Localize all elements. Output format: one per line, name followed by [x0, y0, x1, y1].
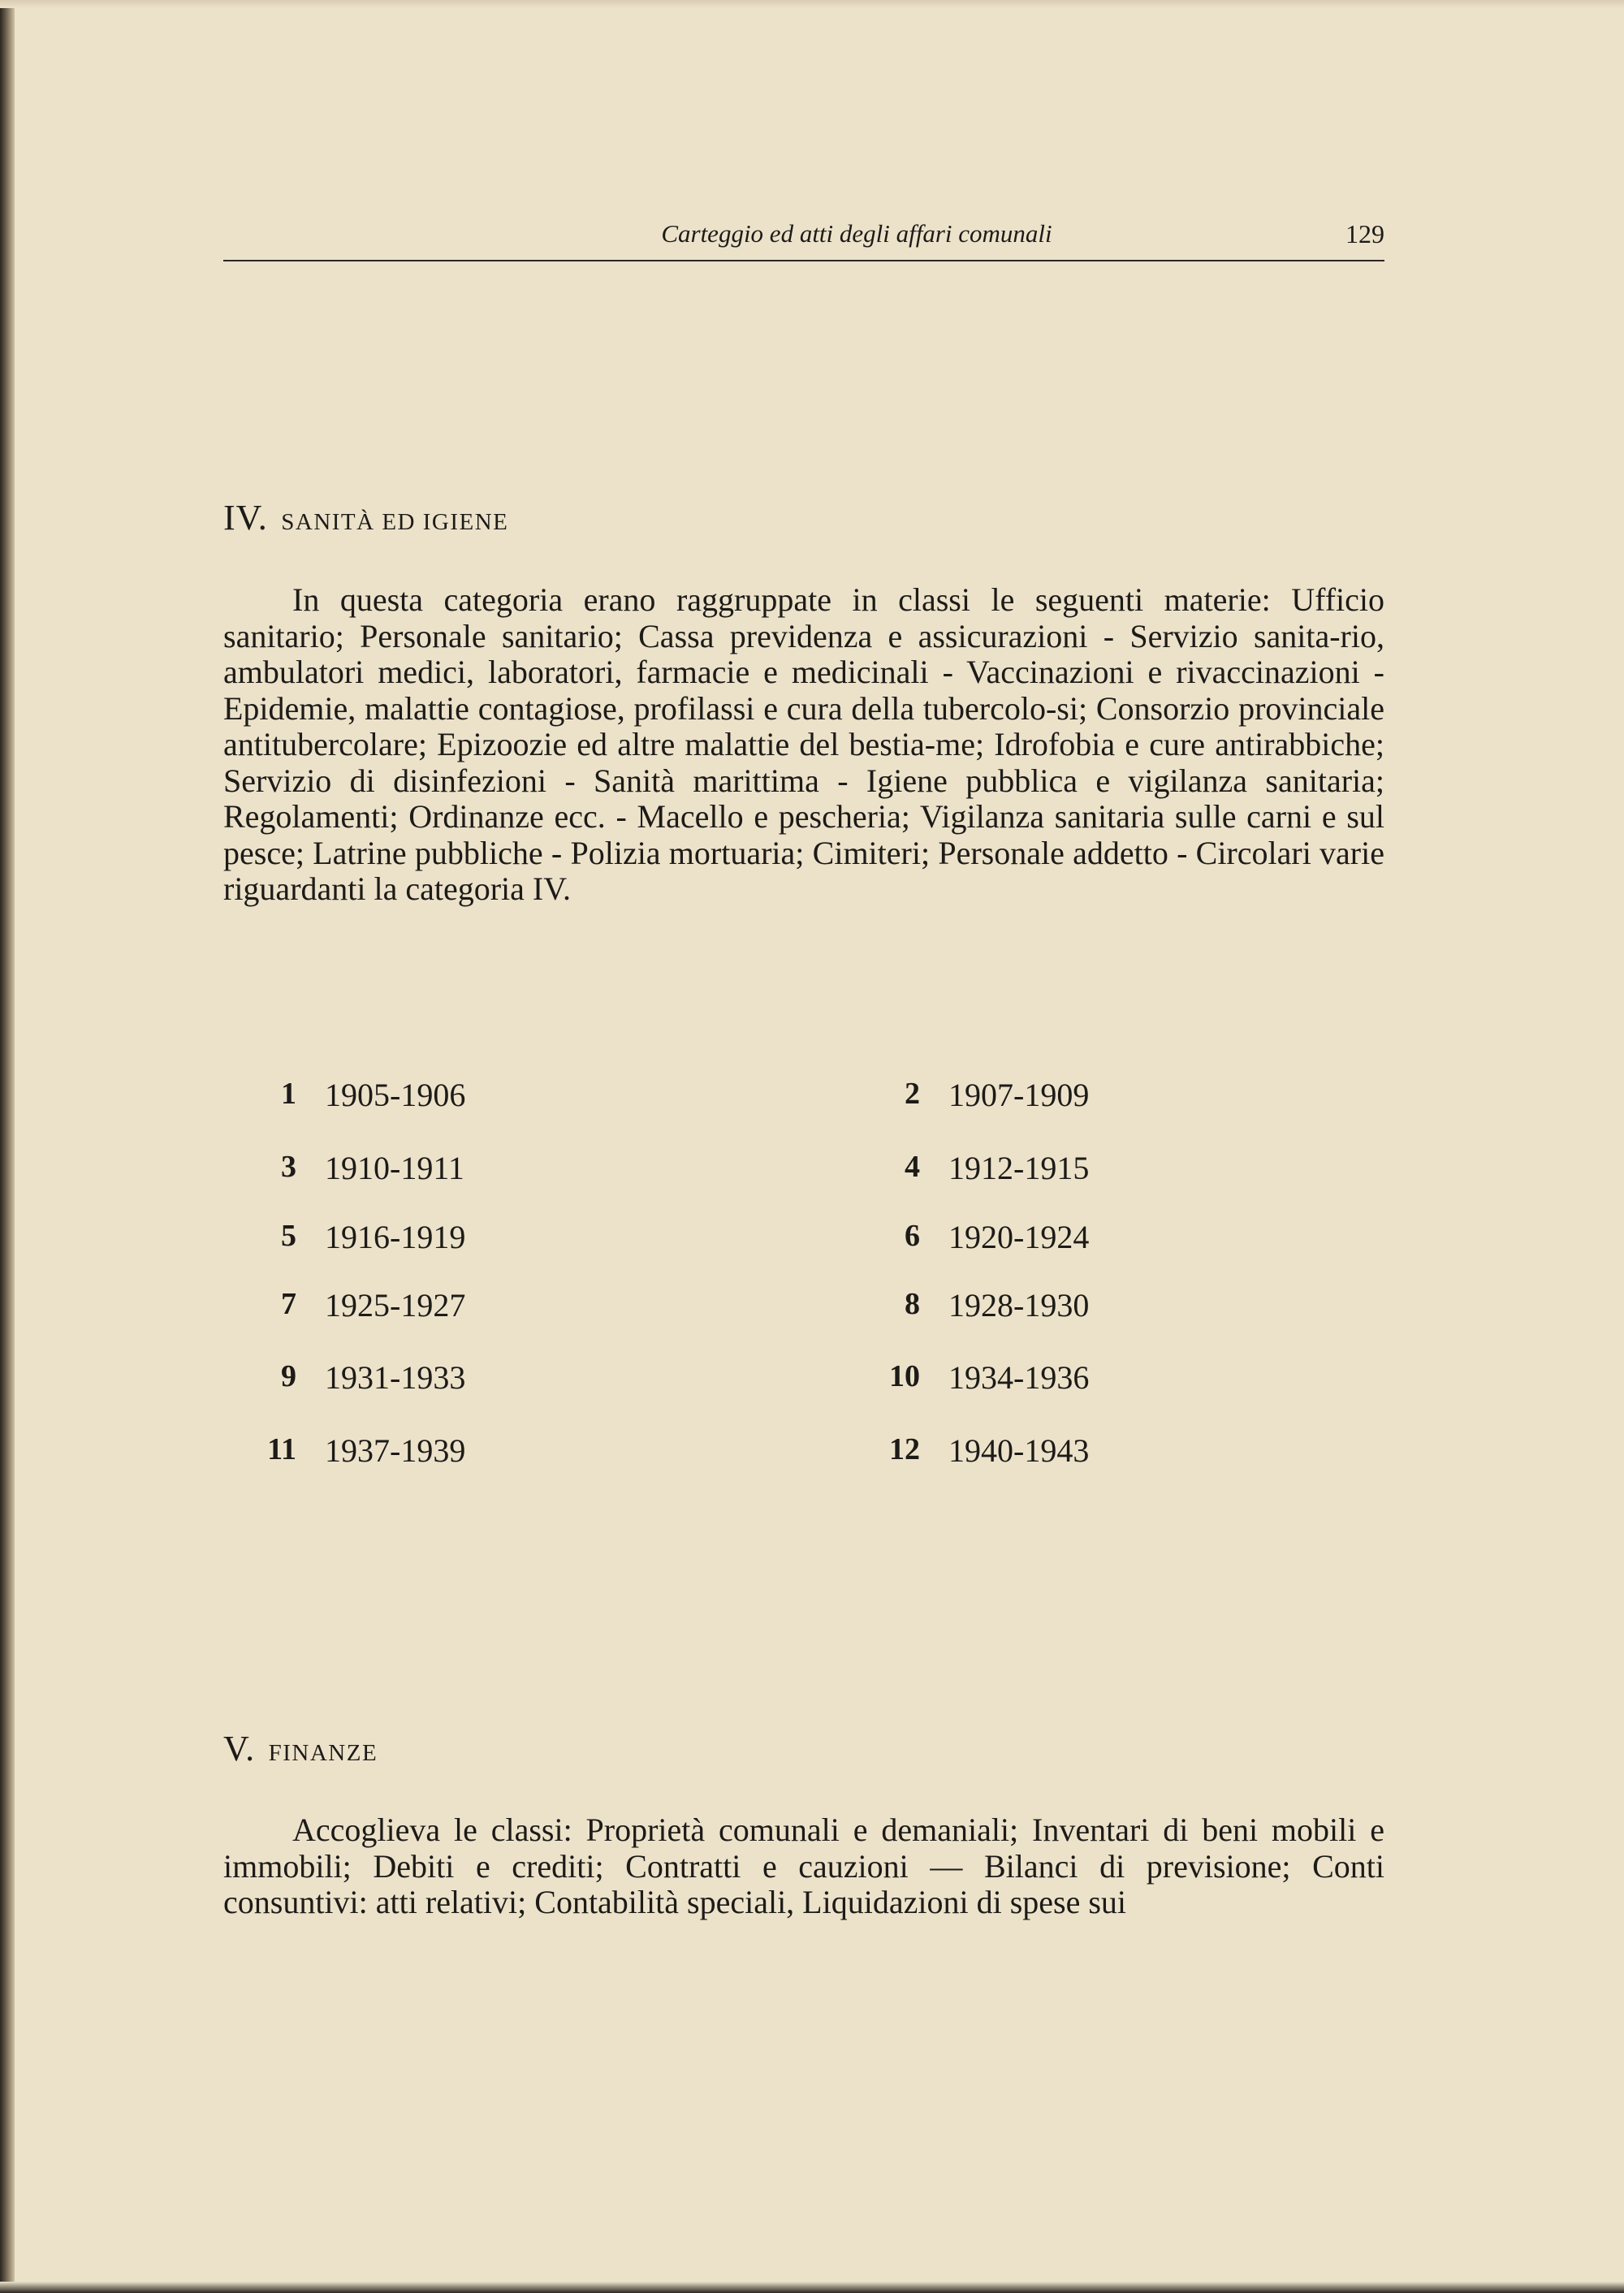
unit-years: 1934-1936: [948, 1359, 1090, 1396]
running-head: [223, 213, 1384, 261]
section-numeral: IV.: [223, 498, 268, 538]
page-edge-shadow: [0, 0, 15, 2293]
unit-number: 7: [281, 1287, 296, 1321]
unit-years: 1925-1927: [325, 1287, 466, 1324]
unit-number: 3: [281, 1150, 296, 1184]
section-title: SANITÀ ED IGIENE: [281, 509, 509, 535]
unit-years: 1905-1906: [325, 1077, 466, 1113]
section-iv-paragraph: In questa categoria erano raggruppate in classi le seguenti materie: Ufficio sanitario; Personale sanitario; Cassa previdenza e assicurazioni - Servizio sanita-rio, ambulatori medici, laboratori, farmacie e medicinali - Vaccinazioni e rivaccinazioni - Epidemie, malattie contagiose, profilassi e cura della tubercolo-si; Consorzio provinciale antitubercolare; Epizoozie ed altre malattie del bestia-me; Idrofobia e cure antirabbiche; Servizio di disinfezioni - Sanità marittima - Igiene pubblica e vigilanza sanitaria; Regolamenti; Ordinanze ecc. - Macello e pescheria; Vigilanza sanitaria sulle carni e sul pesce; Latrine pubbliche - Polizia mortuaria; Cimiteri; Personale addetto - Circolari varie riguardanti la categoria IV.: [223, 581, 1384, 907]
unit-number: 12: [889, 1432, 920, 1466]
unit-years: 1916-1919: [325, 1219, 466, 1255]
unit-number: 9: [281, 1359, 296, 1393]
section-heading-v: [223, 1728, 378, 1769]
unit-number: 6: [905, 1219, 920, 1253]
unit-number: 4: [905, 1150, 920, 1184]
unit-number: 8: [905, 1287, 920, 1321]
unit-years: 1907-1909: [948, 1077, 1090, 1113]
section-title: FINANZE: [268, 1740, 378, 1766]
unit-years: 1931-1933: [325, 1359, 466, 1396]
page-number: 129: [1345, 219, 1384, 248]
unit-number: 1: [281, 1077, 296, 1111]
section-numeral: V.: [223, 1729, 256, 1768]
section-heading-iv: [223, 497, 508, 538]
unit-number: 2: [905, 1077, 920, 1111]
unit-years: 1912-1915: [948, 1150, 1090, 1186]
section-v-paragraph: Accoglieva le classi: Proprietà comunali e demaniali; Inventari di beni mobili e immobili; Debiti e crediti; Contratti e cauzioni — Bilanci di previsione; Conti consuntivi: atti relativi; Contabilità speciali, Liquidazioni di spese sui: [223, 1812, 1384, 1920]
page-edge-top: [0, 0, 1624, 8]
page-edge-bottom: [0, 2282, 1624, 2293]
unit-number: 10: [889, 1359, 920, 1393]
unit-years: 1928-1930: [948, 1287, 1090, 1324]
unit-years: 1920-1924: [948, 1219, 1090, 1255]
unit-years: 1940-1943: [948, 1432, 1090, 1469]
unit-number: 11: [267, 1432, 296, 1466]
unit-number: 5: [281, 1219, 296, 1253]
unit-years: 1910-1911: [325, 1150, 464, 1186]
unit-years: 1937-1939: [325, 1432, 466, 1469]
running-title: Carteggio ed atti degli affari comunali: [661, 219, 1052, 248]
